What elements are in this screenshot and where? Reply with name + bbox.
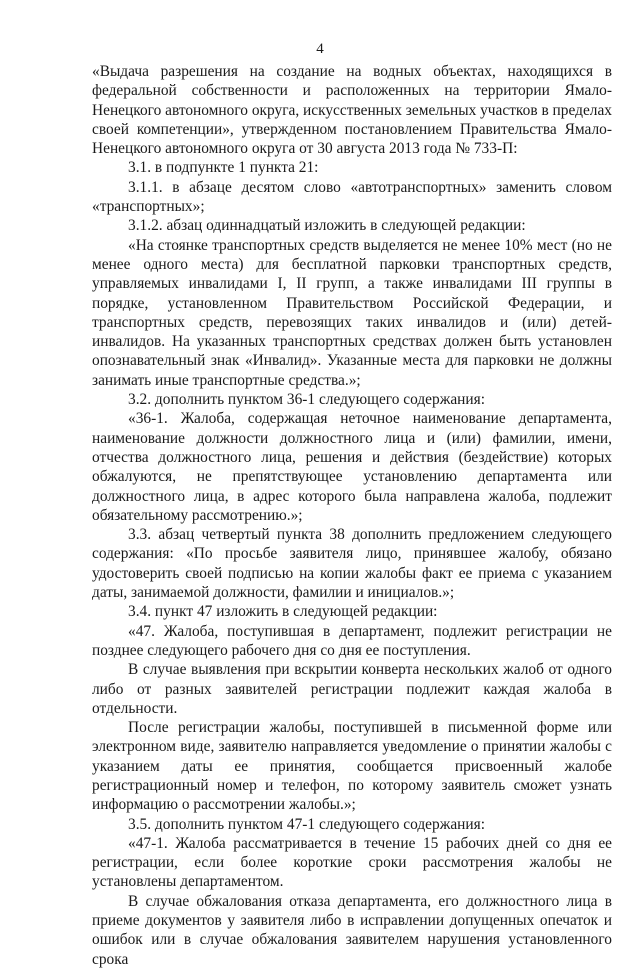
paragraph: В случае выявления при вскрытии конверта нескольких жалоб от одного либо от разных заявителей регистрации подлежит каждая жалоба в отдельности. [92,661,612,717]
paragraph: «36-1. Жалоба, содержащая неточное наименование департамента, наименование должности должностного лица и (или) фамилии, имени, отчества должностного лица, решения и действия (бездействие) которых обжалуются, не препятствующее установлению департамента или должностного лица, в адрес которого была направлена жалоба, подлежит обязательному рассмотрению.»; [92,410,612,524]
page-number: 4 [316,41,324,57]
paragraph: «На стоянке транспортных средств выделяется не менее 10% мест (но не менее одного места) для бесплатной парковки транспортных средств, управляемых инвалидами I, II групп, а также инвалидами III группы в порядке, установленном Правительством Российской Федерации, и транспортных средств, перевозящих таких инвалидов и (или) детей-инвалидов. На указанных транспортных средствах должен быть установлен опознавательный знак «Инвалид». Указанные места для парковки не должны занимать иные транспортные средства.»; [92,236,612,389]
paragraph: «47. Жалоба, поступившая в департамент, подлежит регистрации не позднее следующего рабочего дня со дня ее поступления. [92,622,612,659]
paragraph: 3.3. абзац четвертый пункта 38 дополнить предложением следующего содержания: «По просьбе заявителя лицо, принявшее жалобу, обязано удостоверить своей подписью на копии жалобы факт ее приема с указанием даты, занимаемой должности, фамилии и инициалов.»; [92,526,612,602]
paragraph: 3.5. дополнить пунктом 47-1 следующего содержания: [128,815,485,833]
paragraph: В случае обжалования отказа департамента, его должностного лица в приеме документов у заявителя либо в исправлении допущенных опечаток и ошибок или в случае обжалования заявителем нарушения установленного срока [92,892,612,968]
document-body [92,62,612,969]
paragraph: «Выдача разрешения на создание на водных объектах, находящихся в федеральной собственности и расположенных на территории Ямало-Ненецкого автономного округа, искусственных земельных участков в пределах своей компетенции», утвержденном постановлением Правительства Ямало-Ненецкого автономного округа от 30 августа 2013 года № 733-П: [92,63,612,158]
paragraph: 3.2. дополнить пунктом 36-1 следующего содержания: [128,391,485,409]
paragraph: 3.1. в подпункте 1 пункта 21: [128,159,319,177]
paragraph: «47-1. Жалоба рассматривается в течение 15 рабочих дней со дня ее регистрации, если более короткие сроки рассмотрения жалобы не установлены департаментом. [92,834,612,891]
paragraph: 3.4. пункт 47 изложить в следующей редакции: [128,603,438,621]
paragraph: 3.1.1. в абзаце десятом слово «автотранспортных» заменить словом «транспортных»; [92,178,612,216]
paragraph: 3.1.2. абзац одиннадцатый изложить в следующей редакции: [128,217,526,235]
paragraph: После регистрации жалобы, поступившей в письменной форме или электронном виде, заявителю направляется уведомление о принятии жалобы с указанием даты ее принятия, сообщается присвоенный жалобе регистрационный номер и телефон, по которому заявитель сможет узнать информацию о рассмотрении жалобы.»; [92,719,612,814]
